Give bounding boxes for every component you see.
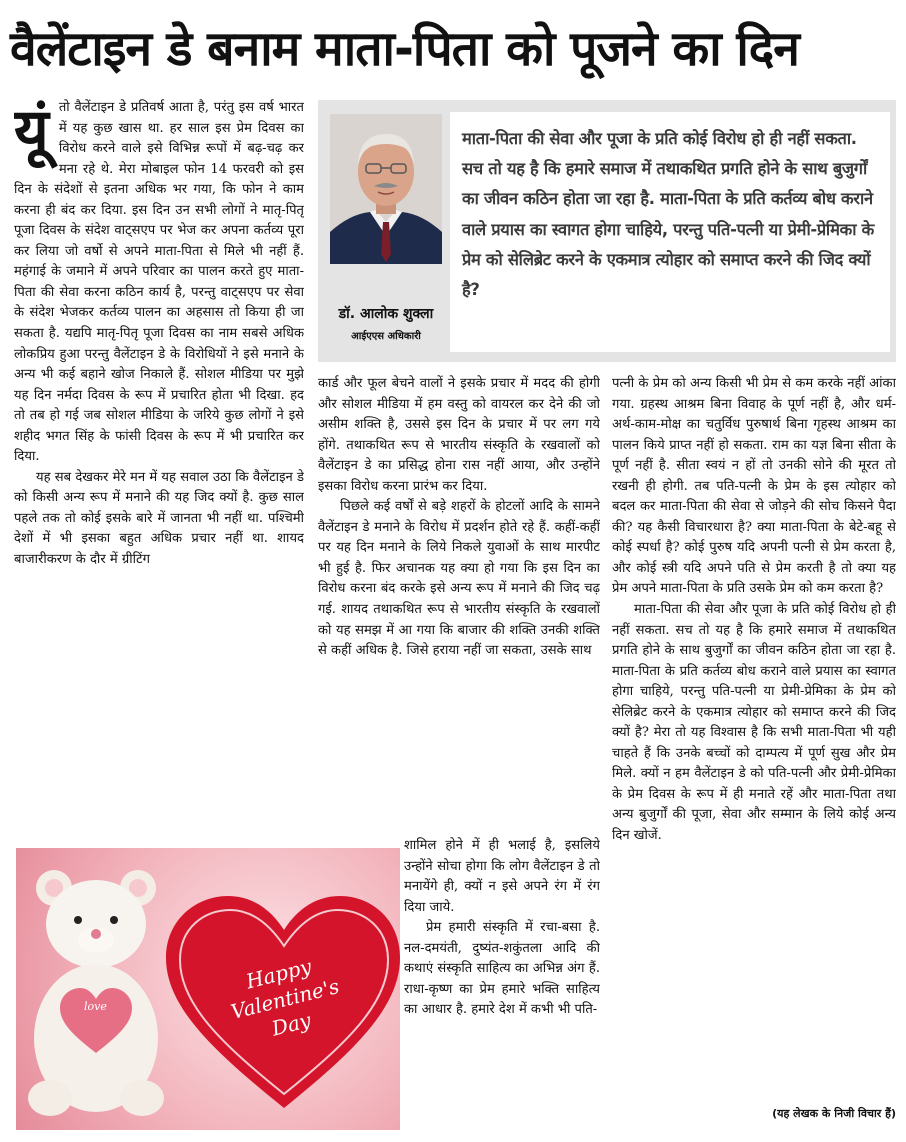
pull-quote-text: माता-पिता की सेवा और पूजा के प्रति कोई विरोध हो ही नहीं सकता. सच तो यह है कि हमारे समाज में तथाकथित प्रगति होने के साथ बुजुर्गों का जीवन कठिन होता जा रहा है. माता-पिता के प्रति कर्तव्य बोध कराने वाले प्रयास का स्वागत होगा चाहिये, परन्तु पति-पत्नी या प्रेमी-प्रेमिका के प्रेम को सेलिब्रेट करने के एकमात्र त्योहार को समाप्त करने की जिद क्यों है? [450, 112, 890, 352]
paragraph: शामिल होने में ही भलाई है, इसलिये उन्होंने सोचा होगा कि लोग वैलेंटाइन डे तो मनायेंगे ही, क्यों न इसे अपने रंग में रंग दिया जाये. [404, 838, 600, 915]
disclaimer-note: (यह लेखक के निजी विचार हैं) [772, 1107, 896, 1120]
valentine-greeting-text: Happy Valentine's Day [228, 954, 342, 1041]
author-name: डॉ. आलोक शुक्ला [338, 306, 434, 322]
article-column-3 [612, 374, 896, 1104]
paragraph: तो वैलेंटाइन डे प्रतिवर्ष आता है, परंतु इस वर्ष भारत में यह कुछ खास था. हर साल इस प्रेम दिवस का विरोध करने वाले इसे विभिन्न रूपों में बढ़-चढ़ कर मना रहे थे. मेरा मोबाइल फोन 14 फरवरी को इस दिन के संदेशों से इतना अधिक भर गया, कि फोन ने काम करना ही बंद कर दिया. इस दिन उन सभी लोगों ने मातृ-पितृ पूजा दिवस के संदेश वाट्सएप पर भेज कर अपना कर्तव्य पूरा कर लिया जो वर्षो से अपने माता-पिता से मिले भी नहीं हैं. महंगाई के जमाने में अपने परिवार का पालन करते हुए माता-पिता की सेवा करना कठिन कार्य है, परन्तु वाट्सएप पर सेवा के संदेश भेजकर कर्तव्य पालन का अहसास तो किया ही जा सकता है. यद्यपि मातृ-पितृ पूजा दिवस का नाम सबसे अधिक लोकप्रिय हुआ परन्तु वैलेंटाइन डे के विरोधियों ने इसे मनाने के अन्य भी कई बहाने खोज निकाले हैं. सोशल मीडिया पर मुझे यह दिन नर्मदा दिवस के रूप में प्रचारित होता भी दिखा. हद तो तब हो गई जब सोशल मीडिया के जरिये कुछ लोगों ने इसे शहीद भगत सिंह के फांसी दिवस के रूप में भी प्रचारित कर दिया. [14, 100, 304, 465]
headline: वैलेंटाइन डे बनाम माता-पिता को पूजने का दिन [10, 21, 799, 77]
teddy-bear-shape [28, 870, 164, 1116]
article-column-2-lower [404, 836, 600, 1126]
author-box [330, 114, 442, 346]
article-column-2 [318, 374, 600, 836]
paragraph: पिछले कई वर्षों से बड़े शहरों के होटलों आदि के सामने वैलेंटाइन डे मनाने के विरोध में प्रदर्शन होते रहे हैं. कहीं-कहीं पर यह दिन मनाने के लिये निकले युवाओं के साथ मारपीट भी हुई है. फिर अचानक यह क्या हो गया कि इस दिन का विरोध करना बंद करके इसे अन्य रूप में मनाने की जिद चढ़ गई. शायद तथाकथित रूप से भारतीय संस्कृति के रखवालों को यह समझ में आ गया कि बाजार की शक्ति उनकी शक्ति से कहीं अधिक है. जिसे हराया नहीं जा सकता, उसके साथ [318, 499, 600, 659]
article-column-1 [14, 98, 304, 828]
paragraph: यह सब देखकर मेरे मन में यह सवाल उठा कि वैलेंटाइन डे को किसी अन्य रूप में मनाने की यह जिद क्यों है. कुछ साल पहले तक तो कोई इसके बारे में जानता भी नहीं था. पश्चिमी देशों में भी इसका बहुत अधिक प्रचार नहीं था. शायद बाजारीकरण के दौर में ग्रीटिंग [14, 469, 304, 568]
paragraph: कार्ड और फूल बेचने वालों ने इसके प्रचार में मदद की होगी और सोशल मीडिया में हम वस्तु को वायरल कर देने की जो असीम शक्ति है, उससे इस दिन के प्रचार में पर लग गये होंगे. तथाकथित रूप से भारतीय संस्कृति के रखवालों को वैलेंटाइन डे का प्रसिद्ध होना रास नहीं आया, और उन्होंने इसका विरोध करना प्रारंभ कर दिया. [318, 376, 600, 494]
paragraph: प्रेम हमारी संस्कृति में रचा-बसा है. नल-दमयंती, दुष्यंत-शकुंतला आदि की कथाएं संस्कृति साहित्य का अभिन्न अंग हैं. राधा-कृष्ण का प्रेम हमारे भक्ति साहित्य का आधार है. हमारे देश में कभी भी पति- [404, 920, 600, 1018]
author-title: आईएएस अधिकारी [351, 331, 421, 342]
teddy-heart-text: love [84, 1000, 107, 1013]
paragraph: माता-पिता की सेवा और पूजा के प्रति कोई विरोध हो ही नहीं सकता. सच तो यह है कि हमारे समाज में तथाकथित प्रगति होने के साथ बुजुर्गों का जीवन कठिन होता जा रहा है. माता-पिता के प्रति कर्तव्य बोध कराने वाले प्रयास का स्वागत होगा चाहिये, परन्तु पति-पत्नी या प्रेमी-प्रेमिका के प्रेम को सेलिब्रेट करने के एकमात्र त्योहार को समाप्त करने की जिद क्यों है? मेरा तो यह विश्वास है कि सभी माता-पिता भी यही चाहते हैं कि उनके बच्चों को दाम्पत्य में पूर्ण सुख और प्रेम मिले. क्यों न हम वैलेंटाइन डे को पति-पत्नी और प्रेमी-प्रेमिका के प्रेम दिवस के रूप में ही मनाते रहें और माता-पिता तथा अन्य बुजुर्गों की पूजा, सेवा और सम्मान के लिये कोई अन्य दिन खोजें. [612, 602, 896, 844]
drop-cap: यूं [14, 98, 49, 166]
author-photo [330, 114, 442, 264]
valentine-image [16, 848, 400, 1130]
paragraph: पत्नी के प्रेम को अन्य किसी भी प्रेम से कम करके नहीं आंका गया. ग्रहस्थ आश्रम बिना विवाह के पूर्ण नहीं है, और धर्म-अर्थ-काम-मोक्ष का चतुर्विध पुरुषार्थ बिना गृहस्थ आश्रम का पालन किये प्राप्त नहीं हो सकता. राम का यज्ञ बिना सीता के पूर्ण नहीं है. सीता स्वयं न हों तो उनकी सोने की मूरत तो रखनी ही होगी. तब पति-पत्नी के प्रेम के इस त्योहार को बदल कर माता-पिता की सेवा से जोड़ने की सोच किसने पैदा की? यह कैसी विचारधारा है? क्या माता-पिता के बेटे-बहू से कोई स्पर्धा है? कोई पुरुष यदि अपनी पत्नी से प्रेम करता है, और कोई स्त्री यदि अपने पति से प्रेम करती है तो क्या यह प्रेम अपने माता-पिता के प्रति उसके प्रेम को कम करता है? [612, 376, 896, 597]
pull-quote-panel [318, 100, 896, 362]
